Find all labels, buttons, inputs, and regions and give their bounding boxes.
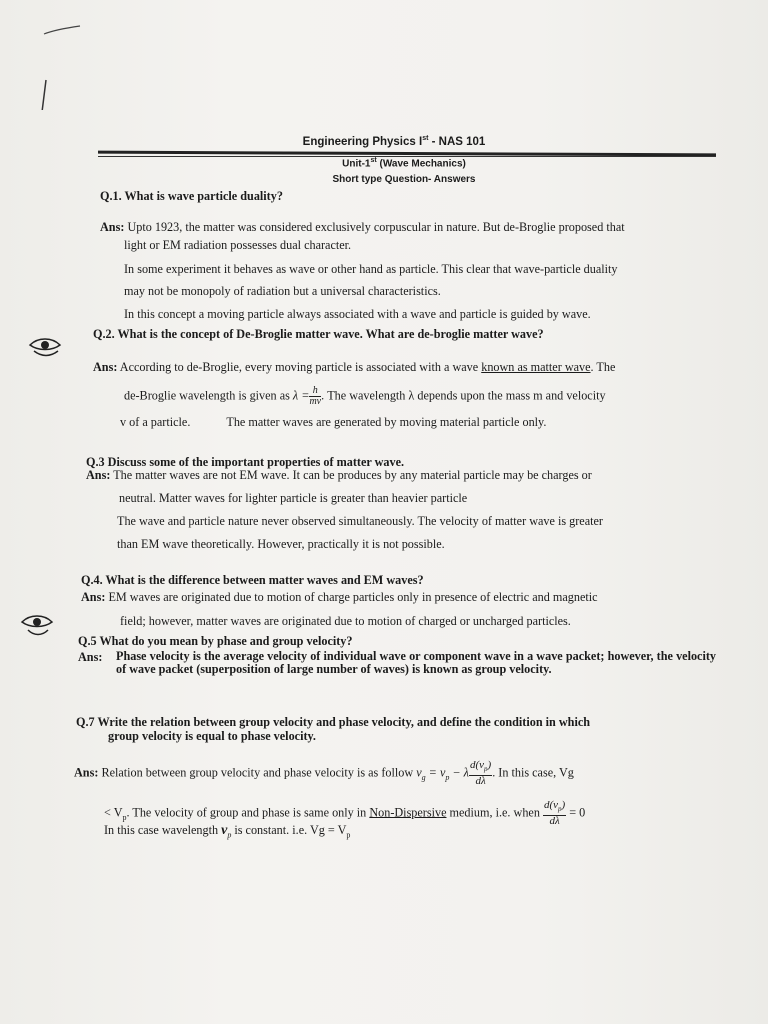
answer-1-line: light or EM radiation possesses dual character. [124,238,352,252]
answer-3-line: The wave and particle nature never observed simultaneously. The velocity of matter wave is greater [117,514,603,528]
answer-7-line: In this case wavelength $v_p$ is constant. i.e. $Vg = V_p$ [104,823,351,840]
answer-2-line: v of a particle. The matter waves are generated by moving material particle only. [120,415,547,429]
question-1: Q.1. What is wave particle duality? [100,189,283,203]
answer-7-line: Ans: Relation between group velocity and phase velocity is as follow $v_g = v_p - \lambda$ $\frac{d(v_p)}{d\lambda}$ . In this case, Vg [74,759,574,788]
eye-doodle-icon [28,335,62,361]
answer-3-line: Ans: The matter waves are not EM wave. It can be produces by any material particle may be charges or [86,468,592,482]
answer-1-line: may not be monopoly of radiation but a universal characteristics. [124,284,441,298]
answer-5-label: Ans: [78,650,103,664]
question-2: Q.2. What is the concept of De-Broglie matter wave. What are de-broglie matter wave? [93,327,544,341]
answer-1-line: In this concept a moving particle always associated with a wave and particle is guided by wave. [124,307,591,321]
question-4: Q.4. What is the difference between matter waves and EM waves? [81,573,424,587]
group-velocity-fraction: $\frac{d(v_p)}{d\lambda}$ [469,759,492,788]
unit-heading: Unit-1st (Wave Mechanics) [342,157,466,170]
answer-3-line: than EM wave theoretically. However, practically it is not possible. [117,537,445,551]
document-subtitle: Short type Question- Answers [332,174,476,185]
answer-3-line: neutral. Matter waves for lighter particle is greater than heavier particle [119,491,468,505]
answer-2-line: Ans: According to de-Broglie, every moving particle is associated with a wave known as matter wave. The [93,360,616,374]
debroglie-fraction: $\frac{h}{mv}$ [309,385,322,407]
pen-stroke-mark [36,20,86,110]
question-5: Q.5 What do you mean by phase and group velocity? [78,634,353,648]
answer-5-body: Phase velocity is the average velocity of individual wave or component wave in a wave packet; however, the velocity of wave packet (superposition of large number of waves) is known as group velocity. [116,649,716,676]
document-title: Engineering Physics Ist - NAS 101 [302,135,486,148]
answer-4-line: field; however, matter waves are originated due to motion of charged or uncharged particles. [120,614,571,628]
answer-7-line: < $V_p$. The velocity of group and phase is same only in Non-Dispersive medium, i.e. when $\frac{d(v_p)}{d\lambda}$ = 0 [104,799,586,828]
answer-1-line: Ans: Upto 1923, the matter was considered exclusively corpuscular in nature. But de-Broglie proposed that [100,220,625,234]
question-3: Q.3 Discuss some of the important properties of matter wave. [86,455,405,469]
answer-1-line: In some experiment it behaves as wave or other hand as particle. This clear that wave-particle duality [124,262,618,276]
answer-2-line: de-Broglie wavelength is given as λ = $\frac{h}{mv}$ . The wavelength λ depends upon the mass m and velocity [124,385,606,407]
eye-doodle-icon [20,612,54,640]
question-7-cont: group velocity is equal to phase velocity. [108,729,316,743]
question-7: Q.7 Write the relation between group velocity and phase velocity, and define the condition in which [76,715,591,729]
non-dispersive-condition-fraction: $\frac{d(v_p)}{d\lambda}$ [543,799,566,828]
answer-4-line: Ans: EM waves are originated due to motion of charge particles only in presence of electric and magnetic [81,590,598,604]
